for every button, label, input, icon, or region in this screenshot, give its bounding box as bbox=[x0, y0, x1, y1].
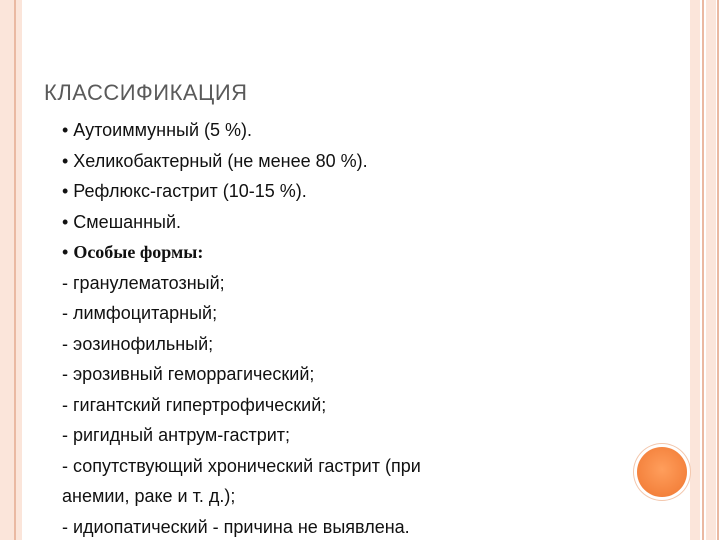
bullet-helicobacter: • Хеликобактерный (не менее 80 %). bbox=[62, 146, 562, 177]
form-eosinophilic: - эозинофильный; bbox=[62, 329, 562, 360]
slide-title: КЛАССИФИКАЦИЯ bbox=[44, 80, 248, 106]
form-rigid-antrum: - ригидный антрум-гастрит; bbox=[62, 420, 562, 451]
right-frame-line bbox=[702, 0, 704, 540]
bullet-autoimmune: • Аутоиммунный (5 %). bbox=[62, 115, 562, 146]
form-erosive-hemorrhagic: - эрозивный геморрагический; bbox=[62, 359, 562, 390]
bullet-marker: • bbox=[62, 242, 73, 262]
bullet-reflux: • Рефлюкс-гастрит (10-15 %). bbox=[62, 176, 562, 207]
right-frame-band bbox=[690, 0, 700, 540]
right-frame-band-outer bbox=[706, 0, 716, 540]
form-giant-hypertrophic: - гигантский гипертрофический; bbox=[62, 390, 562, 421]
bullet-special-forms bbox=[62, 237, 562, 268]
bullet-mixed: • Смешанный. bbox=[62, 207, 562, 238]
special-forms-heading: Особые формы: bbox=[73, 242, 203, 262]
decorative-orange-circle bbox=[637, 447, 687, 497]
left-frame-border bbox=[0, 0, 22, 540]
right-frame-line-outer bbox=[717, 0, 719, 540]
slide-content bbox=[62, 115, 562, 542]
right-frame-border bbox=[690, 0, 720, 540]
form-concomitant-chronic: - сопутствующий хронический гастрит (при bbox=[62, 451, 562, 482]
form-concomitant-chronic-cont: анемии, раке и т. д.); bbox=[62, 481, 562, 512]
form-granulomatous: - гранулематозный; bbox=[62, 268, 562, 299]
form-idiopathic: - идиопатический - причина не выявлена. bbox=[62, 512, 562, 542]
form-lymphocytic: - лимфоцитарный; bbox=[62, 298, 562, 329]
